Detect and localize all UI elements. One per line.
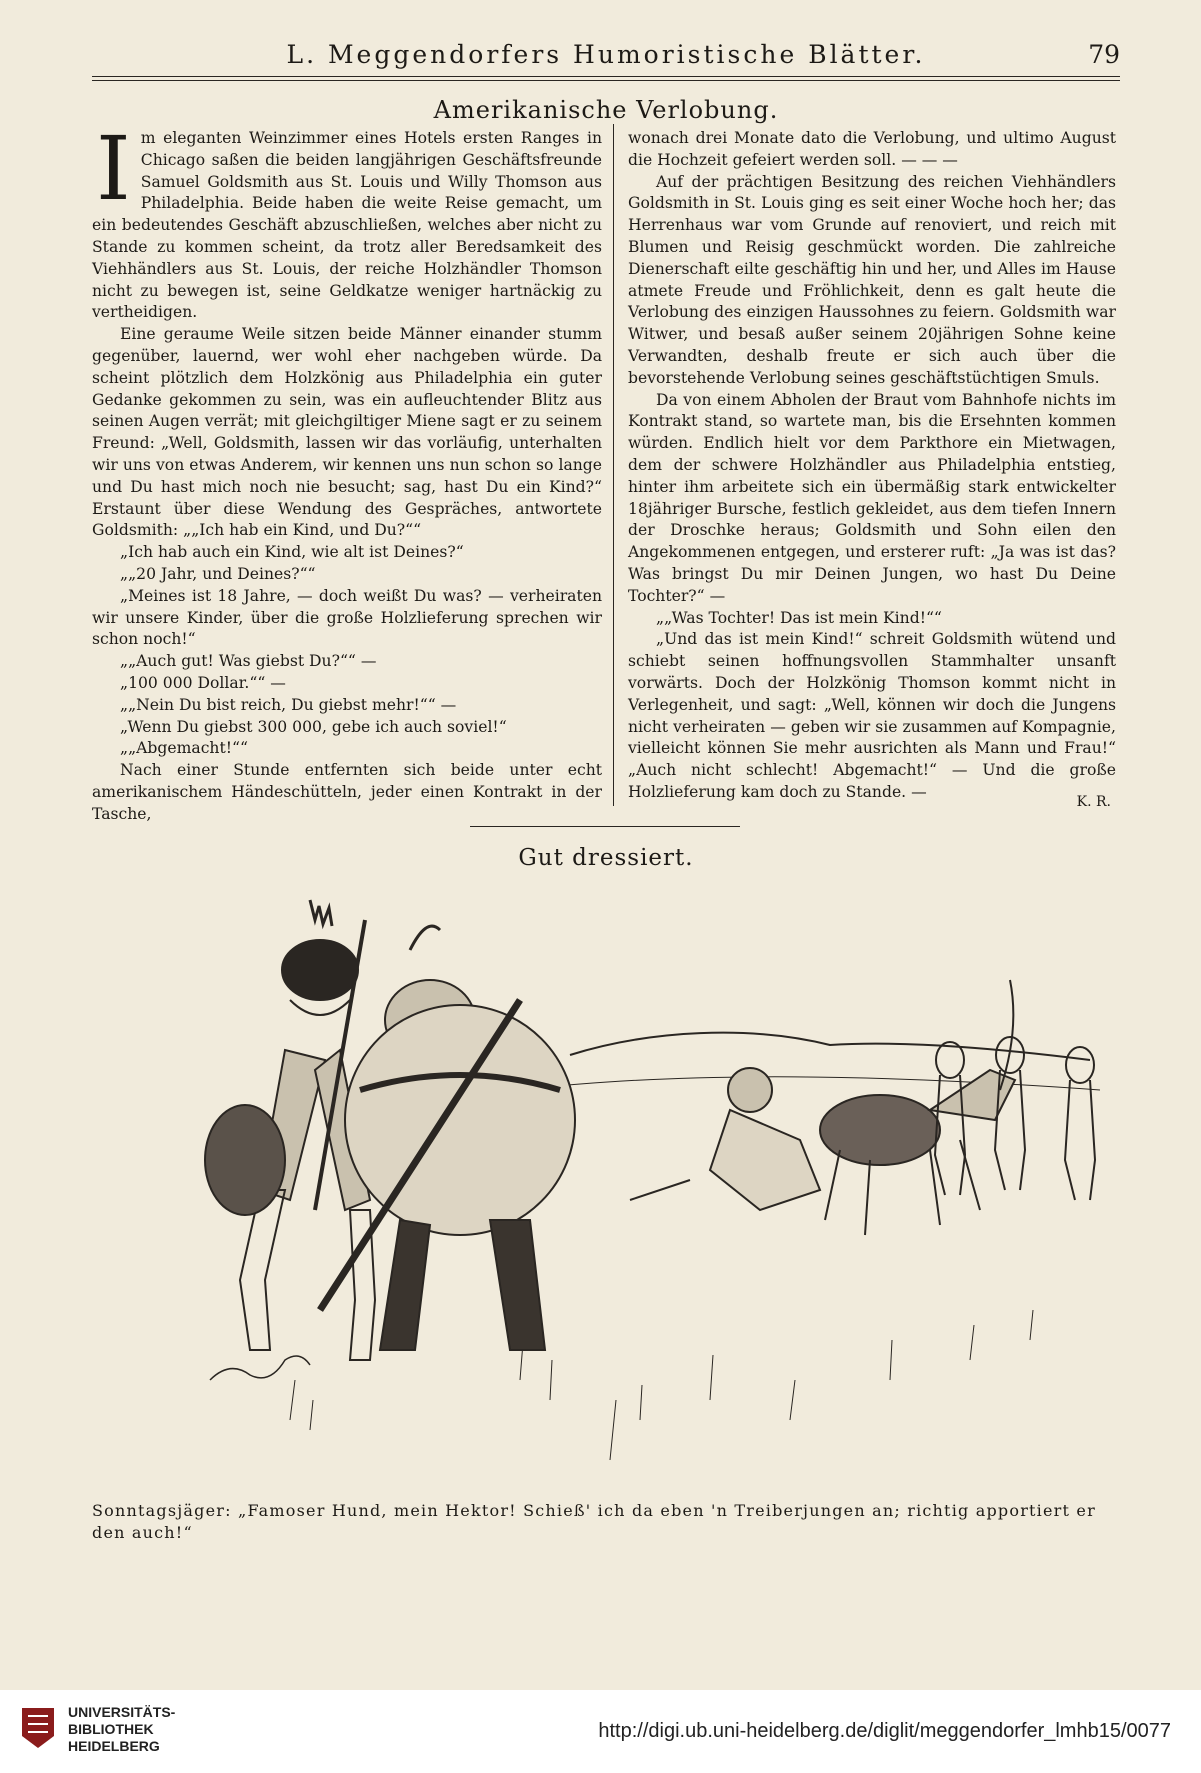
university-logo-icon — [18, 1704, 58, 1752]
library-line-1: UNIVERSITÄTS- — [68, 1704, 176, 1720]
paragraph: „Meines ist 18 Jahre, — doch weißt Du was? — verheiraten wir unsere Kinder, über die große Holzlieferung sprechen wir schon noch!“ — [92, 586, 602, 649]
paragraph: „„Auch gut! Was giebst Du?““ — — [120, 652, 377, 671]
article-column-2 — [628, 128, 1116, 804]
footer-bar — [0, 1690, 1201, 1773]
header-rule — [92, 76, 1120, 77]
paragraph: Nach einer Stunde entfernten sich beide unter echt amerikanischem Händeschütteln, jeder einen Kontrakt in der Tasche, — [92, 761, 602, 823]
article-signature: K. R. — [1076, 794, 1111, 810]
paragraph: „„20 Jahr, und Deines?““ — [120, 564, 316, 583]
paragraph: „„Abgemacht!““ — [120, 739, 248, 758]
paragraph: „Ich hab auch ein Kind, wie alt ist Deines?“ — [120, 543, 464, 562]
header-rule-2 — [92, 80, 1120, 81]
cartoon-caption: Sonntagsjäger: „Famoser Hund, mein Hektor! Schieß' ich da eben 'n Treiberjungen an; richtig apportiert er den auch!“ — [92, 1501, 1096, 1542]
article-title: Amerikanische Verlobung. — [433, 96, 779, 124]
paragraph: Im eleganten Weinzimmer eines Hotels ersten Ranges in Chicago saßen die beiden langjährigen Geschäftsfreunde Samuel Goldsmith aus St. Louis und Willy Thomson aus Philadelphia. Beide haben die weite Reise gemacht, um ein bedeutendes Geschäft abzuschließen, welches aber nicht zu Stande zu kommen scheint, da trotz aller Beredsamkeit des Viehhändlers aus St. Louis, der reiche Holzhändler Thomson nicht zu bewegen ist, seine Geldkatze weniger hartnäckig zu vertheidigen. — [92, 117, 602, 322]
page-number: 79 — [1088, 40, 1120, 69]
source-url-link[interactable]: http://digi.ub.uni-heidelberg.de/diglit/meggendorfer_lmhb15/0077 — [598, 1720, 1171, 1742]
paragraph: „100 000 Dollar.““ — — [120, 673, 286, 692]
paragraph: „„Was Tochter! Das ist mein Kind!““ — [656, 608, 942, 627]
library-line-2: BIBLIOTHEK — [68, 1721, 154, 1737]
paragraph: „„Nein Du bist reich, Du giebst mehr!““ — — [120, 695, 457, 714]
cartoon-title: Gut dressiert. — [518, 845, 694, 871]
paragraph: Da von einem Abholen der Braut vom Bahnhofe nichts im Kontrakt stand, so wartete man, bis die Ersehnten kommen würden. Endlich hielt vor dem Parkthore ein Mietwagen, dem der schwere Holzhändler aus Philadelphia entstieg, hinter ihm arbeitete sich ein übermäßig stark entwickelter 18jähriger Bursche, festlich gekleidet, aus dem tiefen Innern der Droschke heraus; Goldsmith und Sohn eilen den Angekommenen entgegen, und ersterer ruft: „Ja was ist das? Was bringst Du mir Deinen Jungen, wo hast Du Deine Tochter?“ — — [628, 390, 1116, 605]
cartoon-illustration — [190, 860, 1110, 1590]
page-header — [92, 40, 1120, 74]
paragraph: Auf der prächtigen Besitzung des reichen Viehhändlers Goldsmith in St. Louis ging es seit einer Woche hoch her; das Herrenhaus war vom Grunde auf renoviert, und reich mit Blumen und Reisig geschmückt worden. Die zahlreiche Dienerschaft eilte geschäftig hin und her, und Alles im Hause atmete Freude und Fröhlichkeit, denn es galt heute die Verlobung des einzigen Haussohnes zu feiern. Goldsmith war Witwer, und besaß außer seinem 20jährigen Sohne keine Verwandten, deshalb freute er sich auch über die bevorstehende Verlobung seines geschäftstüchtigen Smuls. — [628, 172, 1116, 387]
article-column-1 — [92, 117, 602, 826]
library-name — [68, 1704, 175, 1755]
column-divider — [613, 124, 614, 806]
paragraph: Eine geraume Weile sitzen beide Männer einander stumm gegenüber, lauernd, wer wohl eher nachgeben würde. Da scheint plötzlich dem Holzkönig aus Philadelphia ein guter Gedanke gekommen zu sein, was ein aufleuchtender Blitz aus seinen Augen verrät; mit gleichgiltiger Miene sagt er zu seinem Freund: „Well, Goldsmith, lassen wir das vorläufig, unterhalten wir uns von etwas Anderem, wir kennen uns nun schon so lange und Du hast mich noch nie besucht; sag, hast Du ein Kind?“ Erstaunt über diese Wendung des Gespräches, antwortete Goldsmith: „„Ich hab ein Kind, und Du?““ — [92, 325, 602, 540]
paragraph: wonach drei Monate dato die Verlobung, und ultimo August die Hochzeit gefeiert werden soll. — — — — [628, 129, 1116, 169]
library-line-3: HEIDELBERG — [68, 1738, 160, 1754]
paragraph: „Wenn Du giebst 300 000, gebe ich auch soviel!“ — [120, 717, 507, 736]
journal-title: L. Meggendorfers Humoristische Blätter. — [286, 40, 926, 69]
paragraph: „Und das ist mein Kind!“ schreit Goldsmith wütend und schiebt seinen hoffnungsvollen Stammhalter unsanft vorwärts. Doch der Holzkönig Thomson kommt nicht in Verlegenheit, und sagt: „Well, können wir doch die Jungens nicht verheiraten — geben wir sie zusammen auf Kompagnie, vielleicht können Sie mehr ausrichten als Mann und Frau!“ „Auch nicht schlecht! Abgemacht!“ — Und die große Holzlieferung kam doch zu Stande. — — [628, 630, 1116, 801]
section-rule — [470, 826, 740, 827]
